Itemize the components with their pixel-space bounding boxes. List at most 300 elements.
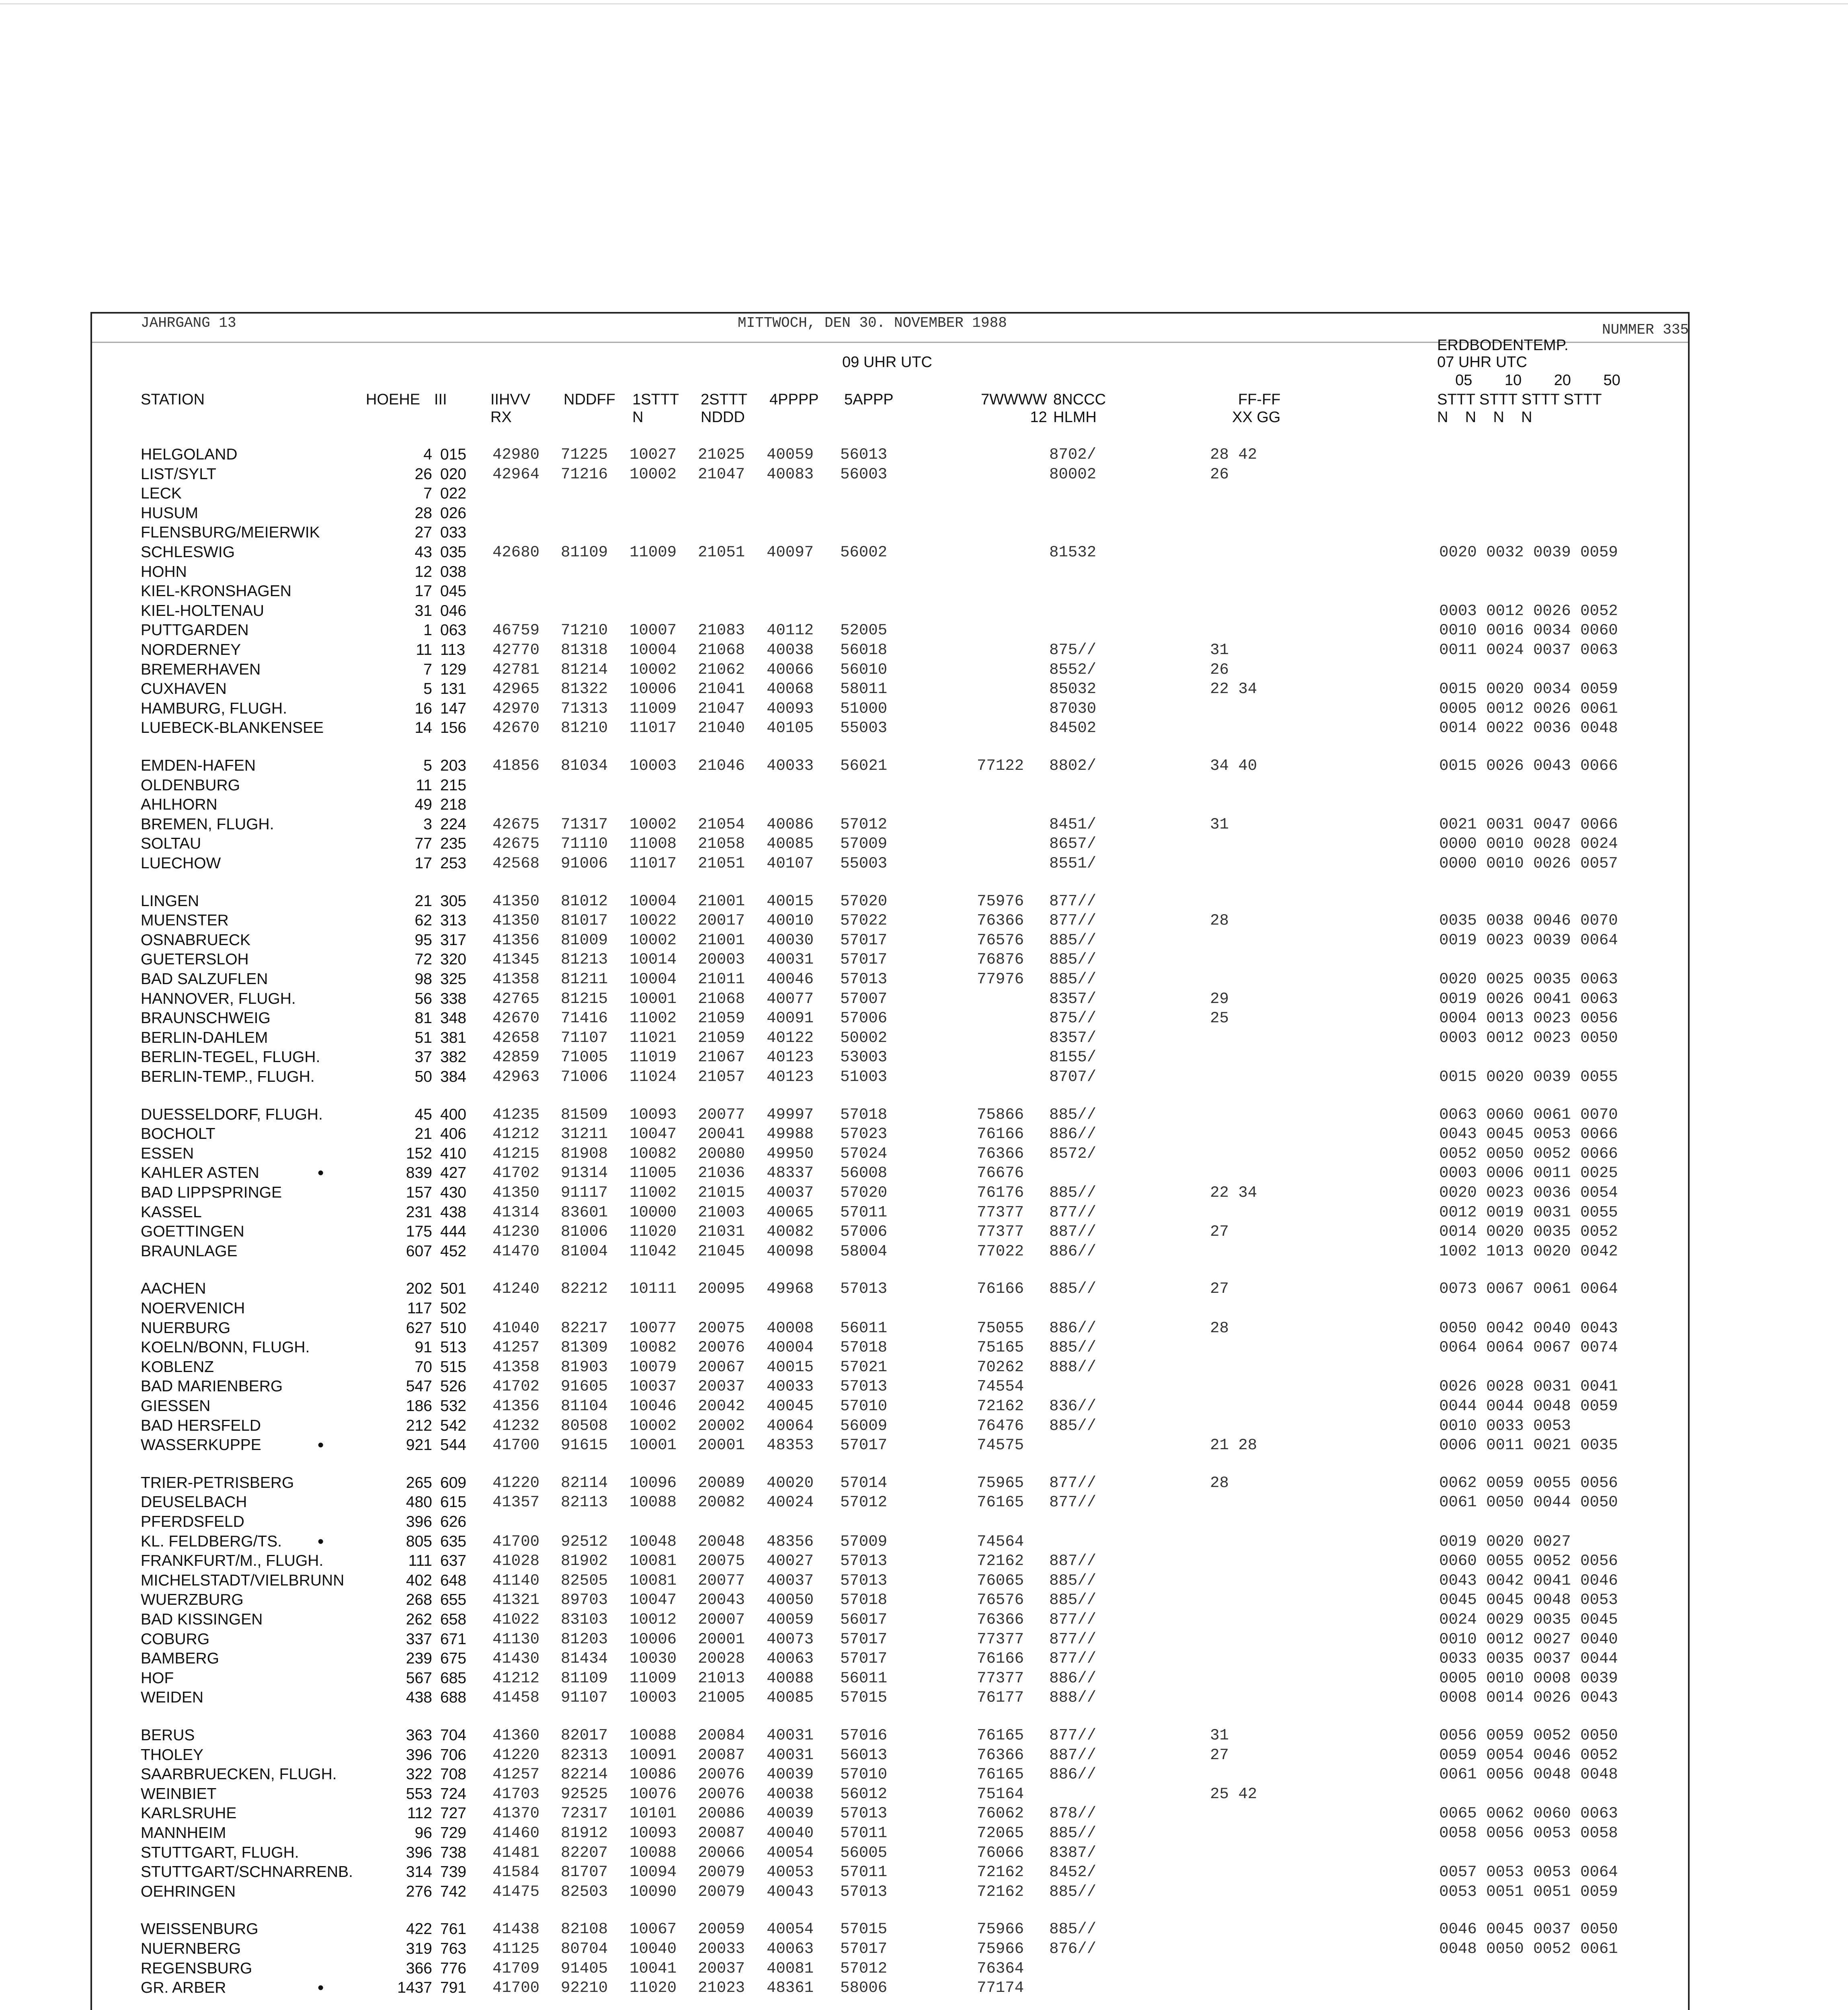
obs-group: 21057	[698, 1068, 745, 1086]
obs-group: 57013	[840, 970, 888, 988]
obs-group: 20079	[698, 1883, 745, 1901]
obs-group: 56008	[840, 1164, 888, 1182]
soil-temps: 0005 0012 0026 0061	[1439, 699, 1618, 718]
station-name: STUTTGART, FLUGH.	[141, 1844, 299, 1861]
obs-group: 20076	[698, 1339, 745, 1357]
obs-group: 20037	[698, 1378, 745, 1396]
station-height: 567	[406, 1669, 432, 1687]
obs-group: 11019	[630, 1048, 677, 1067]
soil-temps: 0011 0024 0037 0063	[1439, 641, 1618, 659]
station-height: 98	[414, 970, 432, 988]
station-name: WEISSENBURG	[141, 1920, 258, 1938]
obs-group: 887//	[1049, 1552, 1097, 1570]
obs-group: 82217	[561, 1319, 608, 1337]
station-name: WEINBIET	[141, 1785, 217, 1803]
station-name: THOLEY	[141, 1746, 204, 1764]
obs-group: 81009	[561, 931, 608, 949]
obs-group: 885//	[1049, 970, 1097, 988]
obs-group: 10022	[630, 912, 677, 930]
station-height: 152	[406, 1144, 432, 1162]
obs-group: 87030	[1049, 699, 1097, 718]
obs-group: 82505	[561, 1571, 608, 1590]
obs-group: 20002	[698, 1417, 745, 1435]
obs-group: 41125	[492, 1940, 540, 1958]
obs-group: 41212	[492, 1125, 540, 1143]
obs-group: 71107	[561, 1029, 608, 1047]
obs-group: 10093	[630, 1106, 677, 1124]
station-name: KIEL-KRONSHAGEN	[141, 582, 291, 600]
wind-gust: 25 42	[1210, 1785, 1257, 1803]
obs-group: 82113	[561, 1493, 608, 1512]
obs-group: 42670	[492, 1009, 540, 1028]
obs-group: 885//	[1049, 1824, 1097, 1842]
wind-gust: 21 28	[1210, 1436, 1257, 1454]
obs-group: 40015	[767, 1358, 814, 1376]
obs-group: 10001	[630, 1436, 677, 1454]
obs-group: 41370	[492, 1805, 540, 1823]
station-id: 384	[440, 1068, 467, 1085]
obs-group: 81004	[561, 1242, 608, 1260]
station-height: 96	[414, 1824, 432, 1842]
obs-group: 76476	[977, 1417, 1024, 1435]
obs-group: 42964	[492, 465, 540, 483]
obs-group: 82207	[561, 1844, 608, 1862]
obs-group: 51000	[840, 699, 888, 718]
station-id: 637	[440, 1552, 467, 1570]
obs-group: 40063	[767, 1650, 814, 1668]
col-7wwww: 7WWWW 12	[981, 391, 1047, 426]
obs-group: 10048	[630, 1532, 677, 1551]
obs-group: 76166	[977, 1650, 1024, 1668]
station-id: 348	[440, 1009, 467, 1027]
obs-group: 10041	[630, 1959, 677, 1977]
obs-group: 57009	[840, 835, 888, 853]
obs-group: 10012	[630, 1611, 677, 1629]
obs-group: 57006	[840, 1223, 888, 1241]
station-height: 49	[414, 796, 432, 814]
station-id: 738	[440, 1844, 467, 1861]
obs-group: 20075	[698, 1552, 745, 1570]
obs-group: 56005	[840, 1844, 888, 1862]
station-height: 21	[414, 892, 432, 910]
station-id: 313	[440, 912, 467, 929]
obs-group: 57013	[840, 1552, 888, 1570]
obs-group: 76576	[977, 931, 1024, 949]
station-height: 11	[416, 776, 432, 794]
obs-group: 57023	[840, 1125, 888, 1143]
station-id: 739	[440, 1863, 467, 1881]
obs-group: 40031	[767, 1727, 814, 1744]
obs-group: 76166	[977, 1125, 1024, 1143]
station-height: 45	[414, 1106, 432, 1123]
report-date: MITTWOCH, DEN 30. NOVEMBER 1988	[738, 315, 1007, 331]
station-height: 17	[414, 582, 432, 600]
obs-group: 40033	[767, 757, 814, 775]
obs-group: 40037	[767, 1184, 814, 1202]
soil-temps: 0048 0050 0052 0061	[1439, 1940, 1618, 1958]
obs-group: 81322	[561, 680, 608, 698]
obs-group: 80508	[561, 1417, 608, 1435]
station-name: LUECHOW	[141, 855, 221, 872]
obs-group: 40038	[767, 641, 814, 659]
obs-group: 10067	[630, 1920, 677, 1938]
station-id: 502	[440, 1300, 467, 1317]
obs-group: 46759	[492, 621, 540, 640]
mountain-station-marker: •	[318, 1163, 324, 1183]
station-id: 655	[440, 1591, 467, 1609]
station-id: 320	[440, 951, 467, 968]
obs-group: 75966	[977, 1940, 1024, 1958]
obs-group: 56013	[840, 446, 888, 464]
obs-group: 20017	[698, 912, 745, 930]
obs-group: 10101	[630, 1805, 677, 1823]
obs-group: 21045	[698, 1242, 745, 1260]
obs-group: 40030	[767, 931, 814, 949]
obs-group: 10002	[630, 815, 677, 833]
obs-group: 77976	[977, 970, 1024, 988]
obs-group: 10004	[630, 892, 677, 910]
obs-group: 80704	[561, 1940, 608, 1958]
station-name: LIST/SYLT	[141, 465, 216, 483]
obs-group: 91405	[561, 1959, 608, 1977]
obs-group: 40020	[767, 1474, 814, 1492]
obs-group: 75164	[977, 1785, 1024, 1803]
station-name: BERLIN-TEGEL, FLUGH.	[141, 1048, 320, 1066]
obs-group: 76576	[977, 1591, 1024, 1609]
obs-group: 10076	[630, 1785, 677, 1803]
obs-group: 77377	[977, 1223, 1024, 1241]
obs-group: 887//	[1049, 1223, 1097, 1241]
station-height: 268	[406, 1591, 432, 1609]
obs-group: 10082	[630, 1144, 677, 1163]
obs-group: 76165	[977, 1766, 1024, 1784]
station-id: 033	[440, 524, 467, 541]
obs-group: 57015	[840, 1689, 888, 1707]
obs-group: 21025	[698, 446, 745, 464]
station-height: 81	[414, 1009, 432, 1027]
obs-group: 76165	[977, 1727, 1024, 1744]
obs-group: 81509	[561, 1106, 608, 1124]
station-name: LINGEN	[141, 892, 199, 910]
obs-group: 71216	[561, 465, 608, 483]
station-height: 212	[406, 1417, 432, 1434]
soil-temps: 0059 0054 0046 0052	[1439, 1746, 1618, 1764]
wind-gust: 22 34	[1210, 1184, 1257, 1202]
station-id: 452	[440, 1242, 467, 1260]
station-height: 72	[414, 951, 432, 968]
obs-group: 57013	[840, 1805, 888, 1823]
station-name: AHLHORN	[141, 796, 217, 814]
obs-group: 10014	[630, 951, 677, 969]
obs-group: 74554	[977, 1378, 1024, 1396]
obs-group: 40082	[767, 1223, 814, 1241]
obs-group: 75965	[977, 1474, 1024, 1492]
station-height: 319	[406, 1940, 432, 1957]
obs-group: 21067	[698, 1048, 745, 1067]
station-name: HAMBURG, FLUGH.	[141, 699, 287, 717]
station-id: 626	[440, 1513, 467, 1530]
obs-group: 83103	[561, 1611, 608, 1629]
station-name: HOHN	[141, 563, 187, 580]
obs-group: 11005	[630, 1164, 677, 1182]
obs-group: 81434	[561, 1650, 608, 1668]
obs-group: 57010	[840, 1397, 888, 1415]
obs-group: 56002	[840, 544, 888, 561]
station-id: 147	[440, 699, 467, 717]
soil-temps: 0010 0012 0027 0040	[1439, 1630, 1618, 1648]
obs-group: 886//	[1049, 1766, 1097, 1784]
obs-group: 57007	[840, 990, 888, 1008]
obs-group: 40066	[767, 660, 814, 679]
obs-group: 41584	[492, 1863, 540, 1881]
obs-group: 11002	[630, 1184, 677, 1202]
station-id: 706	[440, 1746, 467, 1764]
obs-group: 71110	[561, 835, 608, 853]
obs-group: 81532	[1049, 544, 1097, 561]
obs-group: 74575	[977, 1436, 1024, 1454]
soil-temps: 0056 0059 0052 0050	[1439, 1727, 1618, 1744]
station-height: 4	[423, 446, 432, 463]
obs-group: 10086	[630, 1766, 677, 1784]
station-name: BERLIN-TEMP., FLUGH.	[141, 1068, 315, 1085]
obs-group: 76177	[977, 1689, 1024, 1707]
obs-group: 41314	[492, 1203, 540, 1221]
station-name: BERLIN-DAHLEM	[141, 1029, 268, 1046]
station-name: NUERBURG	[141, 1319, 231, 1337]
station-id: 022	[440, 485, 467, 503]
obs-group: 8702/	[1049, 446, 1097, 464]
obs-group: 57010	[840, 1766, 888, 1784]
obs-group: 40091	[767, 1009, 814, 1028]
station-name: BAD SALZUFLEN	[141, 970, 268, 988]
obs-group: 21015	[698, 1184, 745, 1202]
obs-group: 10027	[630, 446, 677, 464]
obs-group: 41702	[492, 1378, 540, 1396]
obs-group: 10047	[630, 1591, 677, 1609]
obs-group: 40054	[767, 1844, 814, 1862]
station-height: 265	[406, 1474, 432, 1491]
station-name: HOF	[141, 1669, 174, 1687]
obs-group: 11024	[630, 1068, 677, 1086]
station-height: 77	[414, 835, 432, 853]
station-name: REGENSBURG	[141, 1959, 252, 1977]
obs-group: 886//	[1049, 1319, 1097, 1337]
obs-group: 40112	[767, 621, 814, 640]
obs-group: 11009	[630, 1669, 677, 1687]
obs-group: 41358	[492, 1358, 540, 1376]
station-id: 129	[440, 660, 467, 678]
obs-group: 75165	[977, 1339, 1024, 1357]
obs-group: 11020	[630, 1223, 677, 1241]
station-name: LUEBECK-BLANKENSEE	[141, 719, 324, 737]
obs-group: 72162	[977, 1397, 1024, 1415]
station-name: BOCHOLT	[141, 1125, 215, 1143]
obs-group: 81213	[561, 951, 608, 969]
obs-group: 21059	[698, 1009, 745, 1028]
station-height: 422	[406, 1920, 432, 1938]
station-name: SCHLESWIG	[141, 544, 235, 561]
obs-group: 41358	[492, 970, 540, 988]
station-id: 761	[440, 1920, 467, 1938]
station-id: 615	[440, 1493, 467, 1511]
obs-group: 81034	[561, 757, 608, 775]
station-height: 7	[423, 660, 432, 678]
obs-group: 20077	[698, 1106, 745, 1124]
station-height: 43	[414, 544, 432, 561]
obs-group: 57013	[840, 1571, 888, 1590]
obs-group: 21062	[698, 660, 745, 679]
obs-group: 10046	[630, 1397, 677, 1415]
obs-group: 48337	[767, 1164, 814, 1182]
station-height: 1437	[397, 1979, 432, 1997]
station-height: 363	[406, 1727, 432, 1744]
obs-group: 10091	[630, 1746, 677, 1764]
station-id: 253	[440, 855, 467, 872]
obs-group: 57017	[840, 931, 888, 949]
obs-group: 885//	[1049, 931, 1097, 949]
obs-group: 885//	[1049, 1417, 1097, 1435]
obs-group: 42770	[492, 641, 540, 659]
station-height: 11	[416, 641, 432, 658]
obs-group: 57018	[840, 1106, 888, 1124]
station-id: 729	[440, 1824, 467, 1842]
station-height: 31	[414, 602, 432, 619]
obs-group: 75966	[977, 1920, 1024, 1938]
station-height: 366	[406, 1959, 432, 1977]
station-height: 7	[423, 485, 432, 503]
obs-group: 40085	[767, 835, 814, 853]
obs-group: 56012	[840, 1785, 888, 1803]
obs-group: 57011	[840, 1203, 888, 1221]
obs-group: 76166	[977, 1280, 1024, 1298]
station-name: BAD KISSINGEN	[141, 1611, 263, 1628]
station-height: 50	[414, 1068, 432, 1085]
obs-group: 11017	[630, 855, 677, 872]
obs-group: 40059	[767, 1611, 814, 1629]
obs-group: 41360	[492, 1727, 540, 1744]
obs-group: 8357/	[1049, 1029, 1097, 1047]
station-id: 224	[440, 815, 467, 833]
soil-temps: 0012 0019 0031 0055	[1439, 1203, 1618, 1221]
obs-group: 20076	[698, 1766, 745, 1784]
station-height: 402	[406, 1571, 432, 1589]
obs-group: 42859	[492, 1048, 540, 1067]
obs-group: 40068	[767, 680, 814, 698]
obs-group: 91314	[561, 1164, 608, 1182]
station-height: 396	[406, 1746, 432, 1764]
obs-group: 40077	[767, 990, 814, 1008]
station-name: KASSEL	[141, 1203, 202, 1221]
station-name: MUENSTER	[141, 912, 229, 929]
col-iihvv: IIHVV RX	[490, 391, 531, 426]
wind-gust: 28	[1210, 1474, 1229, 1492]
obs-group: 57021	[840, 1358, 888, 1376]
station-id: 685	[440, 1669, 467, 1687]
obs-group: 20075	[698, 1319, 745, 1337]
obs-group: 84502	[1049, 719, 1097, 737]
station-id: 235	[440, 835, 467, 853]
station-name: OLDENBURG	[141, 776, 240, 794]
obs-group: 40123	[767, 1068, 814, 1086]
station-id: 526	[440, 1378, 467, 1395]
station-height: 314	[406, 1863, 432, 1881]
obs-group: 55003	[840, 719, 888, 737]
volume-label: JAHRGANG 13	[141, 315, 236, 331]
obs-group: 20033	[698, 1940, 745, 1958]
obs-group: 20059	[698, 1920, 745, 1938]
station-id: 038	[440, 563, 467, 580]
station-id: 513	[440, 1339, 467, 1356]
obs-group: 41130	[492, 1630, 540, 1648]
obs-group: 40043	[767, 1883, 814, 1901]
obs-group: 58006	[840, 1979, 888, 1997]
station-height: 5	[423, 757, 432, 774]
obs-group: 57014	[840, 1474, 888, 1492]
station-name: BAMBERG	[141, 1650, 219, 1667]
station-id: 381	[440, 1029, 467, 1046]
obs-group: 77174	[977, 1979, 1024, 1997]
obs-group: 21046	[698, 757, 745, 775]
obs-group: 42658	[492, 1029, 540, 1047]
obs-group: 21047	[698, 699, 745, 718]
station-name: WASSERKUPPE	[141, 1436, 261, 1454]
obs-group: 57011	[840, 1824, 888, 1842]
station-name: GIESSEN	[141, 1397, 211, 1415]
obs-group: 82108	[561, 1920, 608, 1938]
soil-temps: 0033 0035 0037 0044	[1439, 1650, 1618, 1668]
soil-temps: 0003 0006 0011 0025	[1439, 1164, 1618, 1182]
wind-gust: 22 34	[1210, 680, 1257, 698]
obs-group: 885//	[1049, 1591, 1097, 1609]
obs-group: 57018	[840, 1339, 888, 1357]
soil-temps: 0065 0062 0060 0063	[1439, 1805, 1618, 1823]
wind-gust: 29	[1210, 990, 1229, 1008]
obs-group: 40046	[767, 970, 814, 988]
station-name: TRIER-PETRISBERG	[141, 1474, 294, 1491]
obs-group: 40097	[767, 544, 814, 561]
soil-temps: 0020 0025 0035 0063	[1439, 970, 1618, 988]
obs-group: 41240	[492, 1280, 540, 1298]
obs-group: 41040	[492, 1319, 540, 1337]
obs-group: 10082	[630, 1339, 677, 1357]
obs-group: 56011	[840, 1319, 888, 1337]
station-name: MICHELSTADT/VIELBRUNN	[141, 1571, 345, 1589]
obs-group: 82313	[561, 1746, 608, 1764]
station-name: PUTTGARDEN	[141, 621, 249, 639]
station-name: FLENSBURG/MEIERWIK	[141, 524, 320, 541]
obs-group: 76066	[977, 1844, 1024, 1862]
obs-group: 10037	[630, 1378, 677, 1396]
obs-group: 20042	[698, 1397, 745, 1415]
obs-group: 21040	[698, 719, 745, 737]
obs-group: 92525	[561, 1785, 608, 1803]
station-id: 406	[440, 1125, 467, 1143]
obs-group: 8707/	[1049, 1068, 1097, 1086]
obs-group: 10088	[630, 1727, 677, 1744]
soil-temps: 0004 0013 0023 0056	[1439, 1009, 1618, 1028]
obs-group: 10047	[630, 1125, 677, 1143]
obs-group: 49968	[767, 1280, 814, 1298]
obs-group: 81912	[561, 1824, 608, 1842]
station-id: 026	[440, 504, 467, 522]
obs-group: 42675	[492, 835, 540, 853]
col-ff-ff: FF-FF XX GG	[1232, 391, 1281, 426]
station-id: 317	[440, 931, 467, 949]
soil-temps: 0045 0045 0048 0053	[1439, 1591, 1618, 1609]
obs-group: 41345	[492, 951, 540, 969]
station-name: COBURG	[141, 1630, 210, 1648]
obs-group: 42568	[492, 855, 540, 872]
